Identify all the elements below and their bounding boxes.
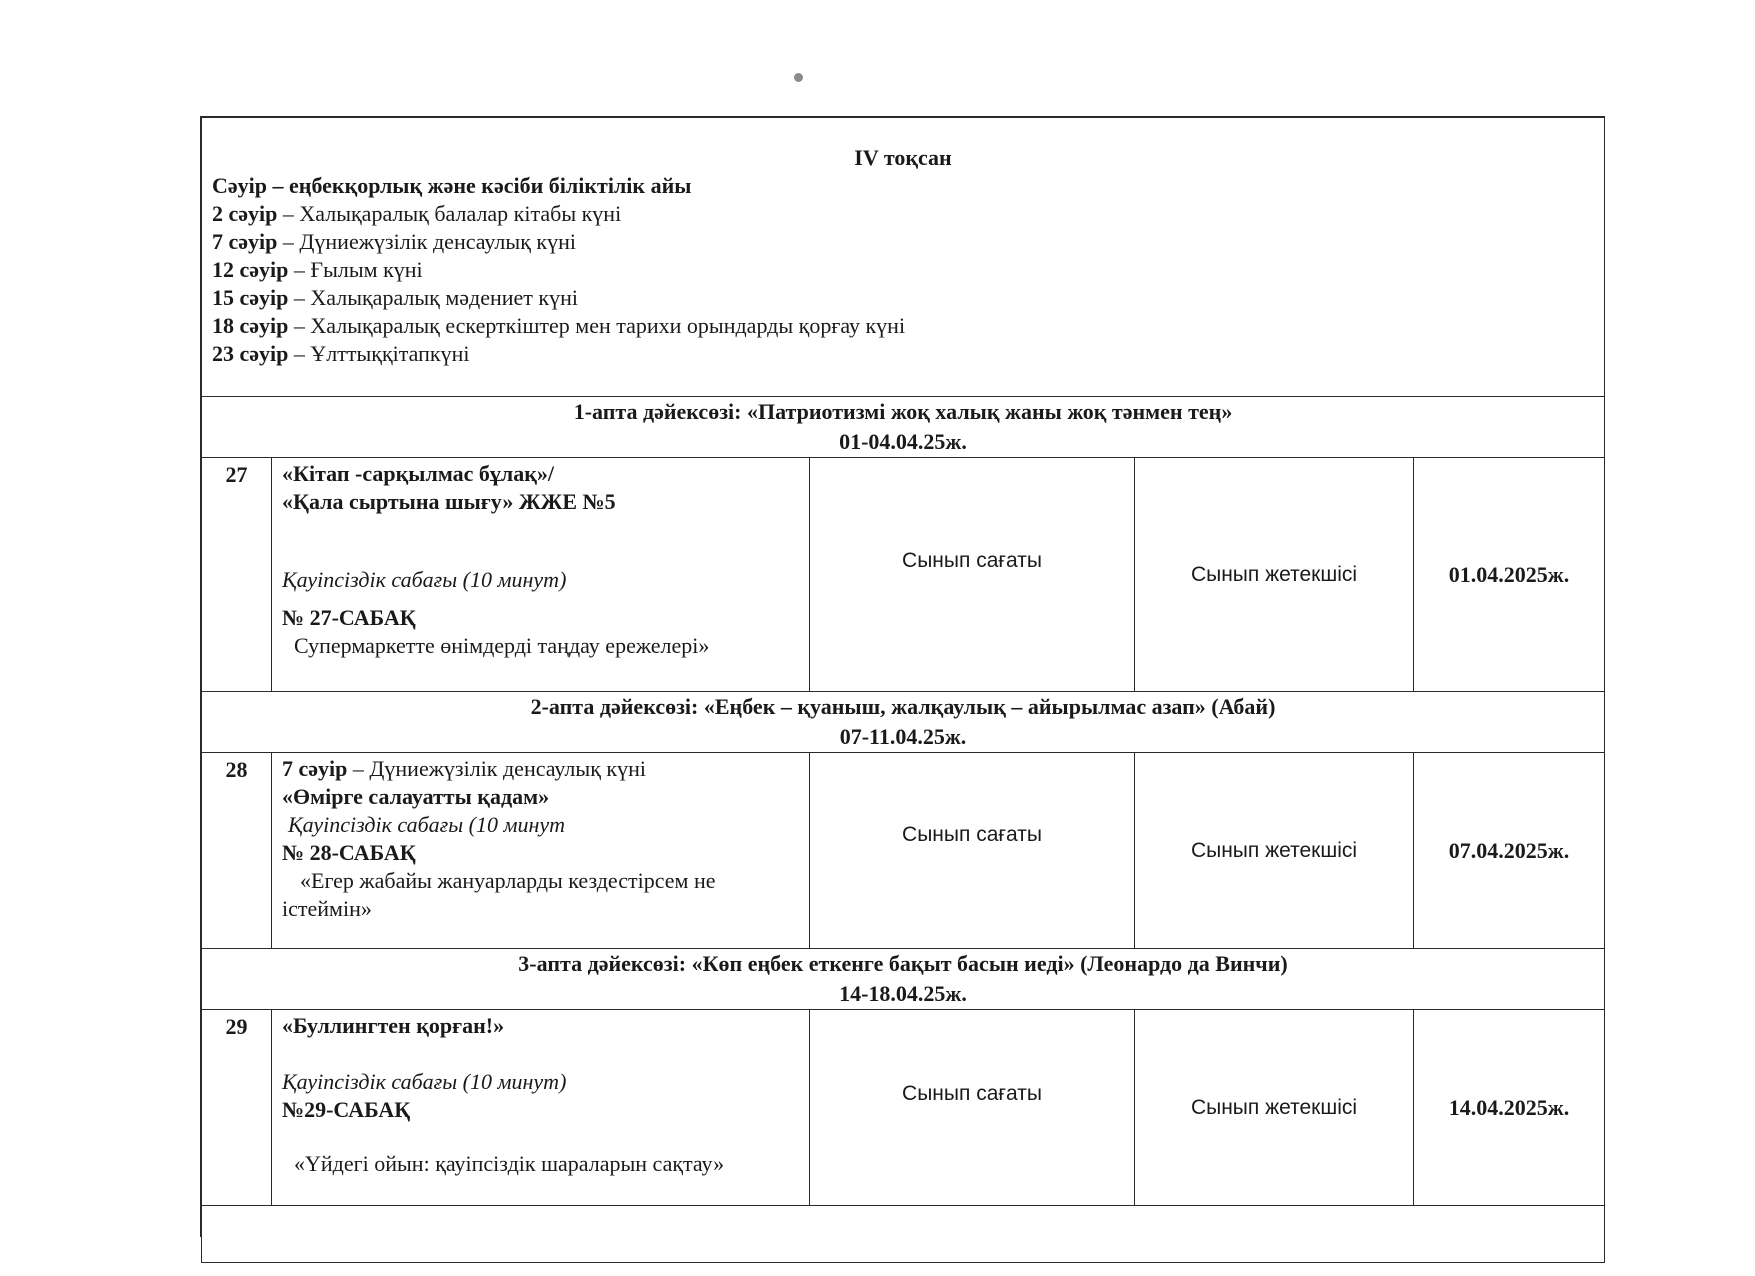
event-line — [212, 284, 1594, 312]
week-quote-row — [202, 692, 1605, 753]
event-line — [212, 228, 1594, 256]
event-form-text: Сынып сағаты — [902, 548, 1042, 572]
responsible: Сынып жетекшісі — [1135, 1010, 1414, 1206]
event-text: – Дүниежүзілік денсаулық күні — [277, 229, 576, 254]
topic-event-text: – Дүниежүзілік денсаулық күні — [347, 756, 646, 781]
quarter-title: IV тоқсан — [854, 145, 952, 170]
topic-event-date: 7 сәуір — [282, 756, 348, 781]
event-text: – Халықаралық балалар кітабы күні — [277, 201, 622, 226]
week-range: 07-11.04.25ж. — [839, 724, 967, 749]
empty-cell — [202, 1206, 1605, 1263]
month-title — [212, 172, 1594, 200]
topic-cell — [272, 1010, 810, 1206]
table-row — [202, 753, 1605, 949]
week-quote: 2-апта дәйексөзі: «Еңбек – қуаныш, жалқаулық – айырылмас азап» (Абай) — [530, 694, 1276, 719]
week-quote-cell — [202, 397, 1605, 458]
topic-cell — [272, 458, 810, 692]
lesson-number: №29-САБАҚ — [282, 1097, 411, 1122]
event-date-cell: 14.04.2025ж. — [1414, 1010, 1605, 1206]
month-title-text: Сәуір – еңбекқорлық және кәсіби біліктілік айы — [212, 173, 692, 198]
lesson-topic: «Үйдегі ойын: қауіпсіздік шараларын сақтау» — [294, 1151, 725, 1176]
week-quote-cell — [202, 949, 1605, 1010]
event-form-text: Сынып сағаты — [902, 822, 1042, 846]
event-date: 2 сәуір — [212, 201, 278, 226]
safety-note: Қауіпсіздік сабағы (10 минут) — [282, 1069, 567, 1094]
event-text: – Ғылым күні — [288, 257, 423, 282]
event-form — [810, 1010, 1135, 1206]
plan-table-sheet — [200, 116, 1605, 1237]
scan-speck — [794, 73, 803, 82]
plan-table — [201, 117, 1605, 1263]
event-form — [810, 458, 1135, 692]
lesson-number: № 27-САБАҚ — [282, 605, 416, 630]
week-quote-cell — [202, 692, 1605, 753]
row-number: 27 — [202, 458, 272, 692]
event-text: – Ұлттыққітапкүні — [288, 341, 470, 366]
topic-title-line: «Қала сыртына шығу» ЖЖЕ №5 — [282, 489, 616, 514]
empty-row — [202, 1206, 1605, 1263]
table-row — [202, 1010, 1605, 1206]
week-quote: 3-апта дәйексөзі: «Көп еңбек еткенге бақыт басын иеді» (Леонардо да Винчи) — [518, 951, 1288, 976]
lesson-topic: Супермаркетте өнімдерді таңдау ережелері» — [294, 633, 710, 658]
event-line — [212, 340, 1594, 368]
safety-note: Қауіпсіздік сабағы (10 минут) — [282, 567, 567, 592]
responsible: Сынып жетекшісі — [1135, 458, 1414, 692]
event-line — [212, 312, 1594, 340]
week-quote-row — [202, 397, 1605, 458]
responsible: Сынып жетекшісі — [1135, 753, 1414, 949]
event-form-text: Сынып сағаты — [902, 1081, 1042, 1105]
event-date: 15 сәуір — [212, 285, 289, 310]
topic-title: «Буллингтен қорған!» — [282, 1013, 505, 1038]
event-date-cell: 01.04.2025ж. — [1414, 458, 1605, 692]
event-form — [810, 753, 1135, 949]
week-quote-row — [202, 949, 1605, 1010]
row-number: 28 — [202, 753, 272, 949]
lesson-topic: «Егер жабайы жануарларды кездестірсем не істеймін» — [282, 868, 716, 921]
event-date: 7 сәуір — [212, 229, 278, 254]
event-line — [212, 256, 1594, 284]
week-range: 14-18.04.25ж. — [839, 981, 967, 1006]
topic-event-line — [282, 755, 799, 783]
event-text: – Халықаралық мәдениет күні — [288, 285, 578, 310]
event-date: 18 сәуір — [212, 313, 289, 338]
quarter-header-row — [202, 118, 1605, 397]
week-quote: 1-апта дәйексөзі: «Патриотизмі жоқ халық жаны жоқ тәнмен тең» — [573, 399, 1233, 424]
event-line — [212, 200, 1594, 228]
topic-cell — [272, 753, 810, 949]
lesson-number: № 28-САБАҚ — [282, 840, 416, 865]
event-date-cell: 07.04.2025ж. — [1414, 753, 1605, 949]
safety-note: Қауіпсіздік сабағы (10 минут — [288, 812, 566, 837]
table-row — [202, 458, 1605, 692]
topic-title-line: «Кітап -сарқылмас бұлақ»/ — [282, 461, 555, 486]
row-number: 29 — [202, 1010, 272, 1206]
quarter-header-cell — [202, 118, 1605, 397]
week-range: 01-04.04.25ж. — [839, 429, 967, 454]
event-date: 23 сәуір — [212, 341, 289, 366]
topic-title: «Өмірге салауатты қадам» — [282, 784, 550, 809]
event-text: – Халықаралық ескерткіштер мен тарихи орындарды қорғау күні — [288, 313, 906, 338]
event-date: 12 сәуір — [212, 257, 289, 282]
